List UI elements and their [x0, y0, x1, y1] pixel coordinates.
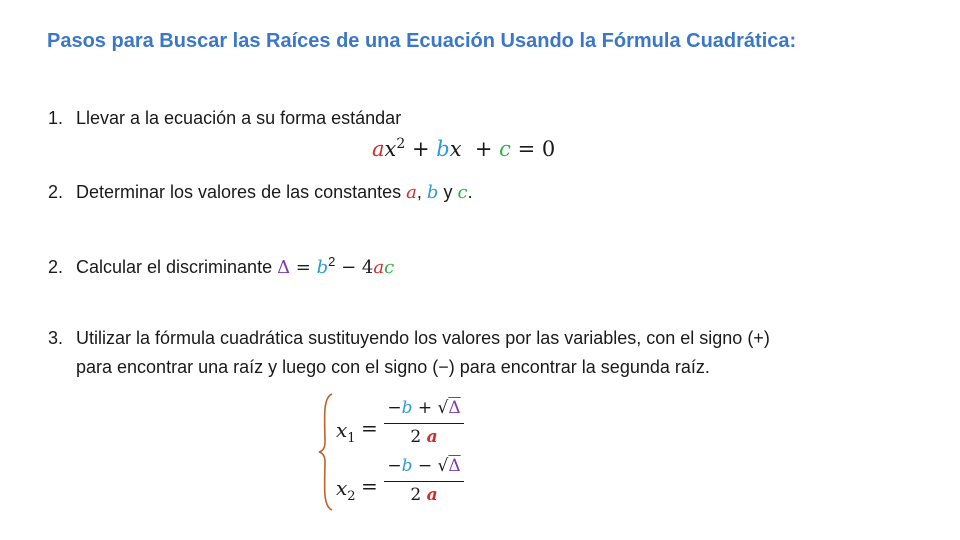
exponent: 2 — [396, 136, 406, 152]
minus-sign: − — [387, 456, 402, 476]
period: . — [467, 182, 473, 202]
den-a: a — [426, 427, 438, 447]
equals-sign: = — [361, 474, 378, 498]
disc-a: a — [373, 257, 385, 278]
var-x: x — [384, 137, 397, 161]
x1-label — [336, 418, 356, 446]
minus-sign: − — [387, 398, 402, 418]
step-number: 2. — [48, 257, 64, 277]
slide-title: Pasos para Buscar las Raíces de una Ecuación Usando la Fórmula Cuadrática: — [47, 30, 797, 52]
denominator — [384, 485, 464, 505]
equals-sign: = — [361, 416, 378, 440]
sqrt-symbol: √ — [437, 456, 449, 476]
separator: , — [416, 182, 422, 202]
step-text: Utilizar la fórmula cuadrática sustituyendo los valores por las variables, con el signo (+) — [76, 328, 770, 348]
num-b: b — [401, 398, 413, 418]
step-2-constants — [48, 182, 473, 203]
step-number: 1. — [48, 108, 64, 128]
var-x: x — [336, 418, 348, 442]
den-two: 2 — [410, 427, 427, 447]
denominator — [384, 427, 464, 447]
subscript: 1 — [347, 431, 356, 446]
den-two: 2 — [410, 485, 427, 505]
step-3-continuation: para encontrar una raíz y luego con el signo (−) para encontrar la segunda raíz. — [76, 357, 710, 377]
sqrt-symbol: √ — [437, 398, 449, 418]
var-x: x — [336, 476, 348, 500]
plus-sign: + — [405, 137, 437, 161]
subscript: 2 — [347, 489, 356, 504]
disc-c: c — [384, 257, 395, 278]
step-3 — [48, 328, 770, 349]
coef-a: a — [372, 137, 385, 161]
x2-label — [336, 476, 356, 504]
numerator — [384, 456, 464, 476]
conjunction: y — [438, 182, 458, 202]
delta-symbol: Δ — [277, 257, 291, 278]
delta-symbol: Δ — [448, 398, 461, 418]
const-a: a — [406, 182, 417, 203]
step-text: Calcular el discriminante — [76, 257, 278, 277]
delta-symbol: Δ — [448, 456, 461, 476]
exponent: 2 — [328, 254, 336, 269]
const-c: c — [457, 182, 468, 203]
plus-sign: + — [412, 398, 438, 418]
minus-four: − 4 — [335, 257, 374, 278]
x1-fraction — [384, 398, 464, 448]
plus-sign: + — [461, 137, 500, 161]
left-brace — [317, 392, 337, 512]
den-a: a — [426, 485, 438, 505]
step-number: 3. — [48, 328, 64, 348]
fraction-bar — [384, 481, 464, 482]
coef-b: b — [436, 137, 450, 161]
coef-c: c — [499, 137, 511, 161]
step-text: Llevar a la ecuación a su forma estándar — [76, 108, 402, 128]
x2-fraction — [384, 456, 464, 506]
step-2-discriminant — [48, 254, 394, 278]
step-1 — [48, 108, 401, 129]
equals-zero: = 0 — [510, 137, 556, 161]
var-x: x — [449, 137, 462, 161]
fraction-bar — [384, 423, 464, 424]
equals-sign: = — [290, 257, 317, 278]
minus-sign: − — [412, 456, 438, 476]
numerator — [384, 398, 464, 418]
step-number: 2. — [48, 182, 64, 202]
step-text: Determinar los valores de las constantes — [76, 182, 407, 202]
disc-b: b — [316, 257, 329, 278]
standard-form-equation — [372, 136, 555, 161]
num-b: b — [401, 456, 413, 476]
const-b: b — [426, 182, 439, 203]
